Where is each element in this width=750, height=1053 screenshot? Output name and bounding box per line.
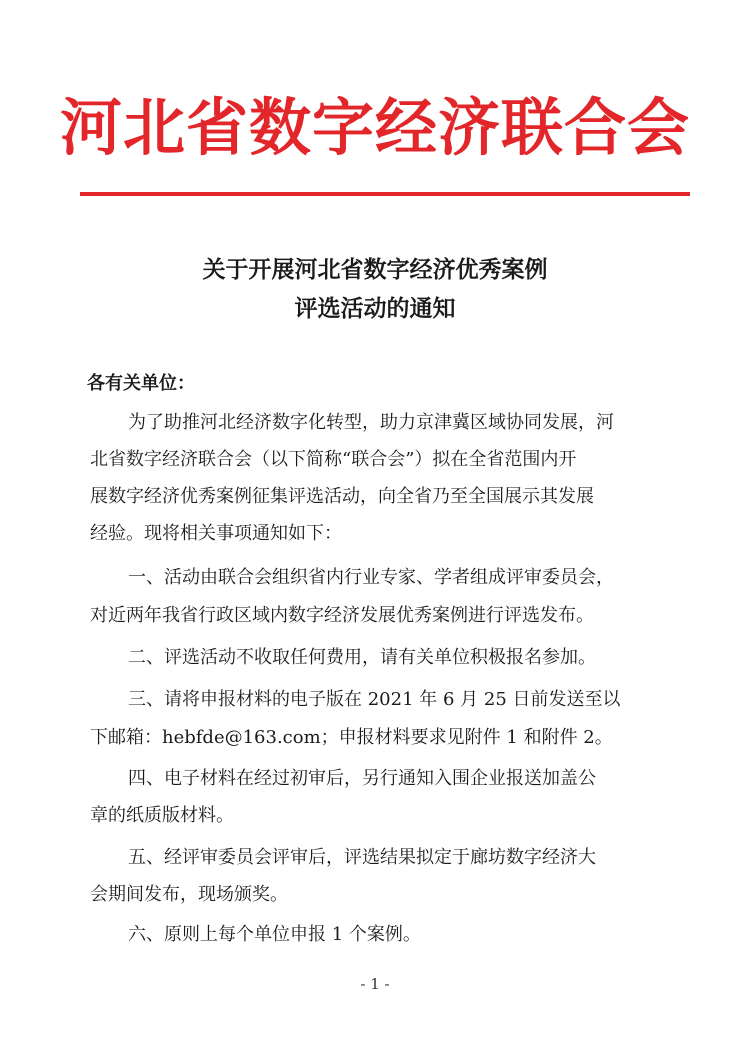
body-line: 二、评选活动不收取任何费用，请有关单位积极报名参加。 (128, 647, 596, 668)
body-line: 一、活动由联合会组织省内行业专家、学者组成评审委员会， (128, 567, 614, 588)
body-line: 三、请将申报材料的电子版在 2021 年 6 月 25 日前发送至以 (128, 689, 621, 710)
notice-title-line-2: 评选活动的通知 (294, 296, 456, 322)
body-line: 章的纸质版材料。 (90, 805, 234, 826)
body-line: 为了助推河北经济数字化转型，助力京津冀区域协同发展，河 (128, 412, 614, 433)
page-number: - 1 - (360, 975, 390, 993)
body-line: 展数字经济优秀案例征集评选活动，向全省乃至全国展示其发展 (90, 486, 594, 507)
body-line: 下邮箱：hebfde@163.com；申报材料要求见附件 1 和附件 2。 (90, 727, 613, 748)
letterhead-divider (80, 192, 690, 196)
body-line: 北省数字经济联合会（以下简称“联合会”）拟在全省范围内开 (90, 449, 577, 470)
notice-title-line-1: 关于开展河北省数字经济优秀案例 (202, 257, 548, 283)
body-line: 五、经评审委员会评审后，评选结果拟定于廊坊数字经济大 (128, 847, 596, 868)
body-line: 对近两年我省行政区域内数字经济发展优秀案例进行评选发布。 (90, 605, 594, 626)
salutation: 各有关单位： (87, 373, 195, 394)
body-line: 会期间发布，现场颁奖。 (90, 884, 288, 905)
body-line: 经验。现将相关事项通知如下： (90, 523, 342, 544)
org-letterhead: 河北省数字经济联合会 (59, 91, 690, 164)
body-line: 四、电子材料在经过初审后，另行通知入围企业报送加盖公 (128, 768, 596, 789)
body-line: 六、原则上每个单位申报 1 个案例。 (128, 924, 421, 945)
